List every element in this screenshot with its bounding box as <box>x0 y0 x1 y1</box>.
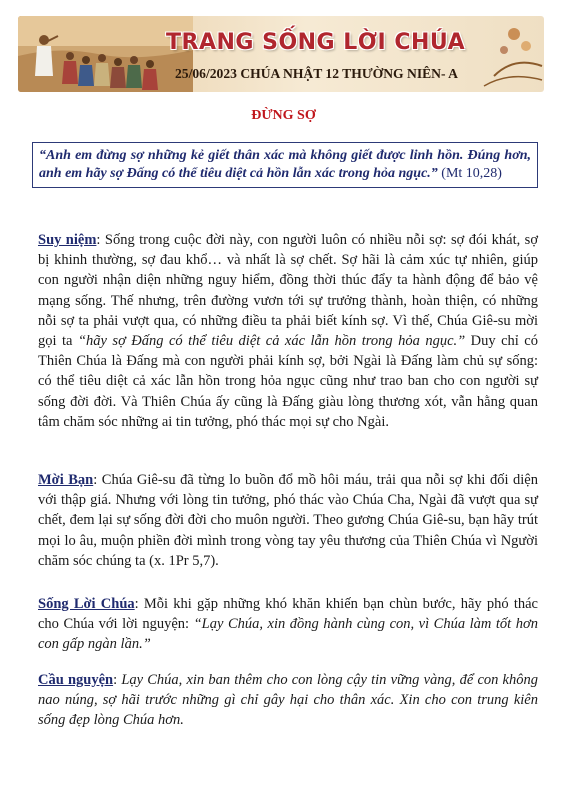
date-line: 25/06/2023 CHÚA NHẬT 12 THƯỜNG NIÊN- A <box>175 66 458 81</box>
moi-ban-text: : Chúa Giê-su đã từng lo buồn đổ mồ hôi máu, trải qua nỗi sợ khi đối diện với thập giá. Nhưng với lòng tin tưởng, phó thác vào Chúa Cha, Ngài đã vượt qua sự chết, đem lại sự sống đời đời cho muôn người. Theo gương Chúa Giê-su, bạn hãy trút mọi lo âu, muộn phiền đời mình trong vòng tay yêu thương của Thiên Chúa vì Người chăm sóc chúng ta (x. 1Pr 5,7). <box>38 472 538 569</box>
section-cau-nguyen <box>38 670 538 731</box>
quote-text: “Anh em đừng sợ những kẻ giết thân xác mà không giết được linh hồn. Đúng hơn, anh em hãy sợ Đấng có thể tiêu diệt cả hồn lẫn xác trong hỏa ngục.” <box>39 148 531 181</box>
song-loi-chua-prayer: “Lạy Chúa, xin đồng hành cùng con, vì Chúa làm tốt hơn con gấp ngàn lần.” <box>38 616 538 653</box>
suy-niem-text-1: : Sống trong cuộc đời này, con người luôn có nhiều nỗi sợ: sợ đói khát, sợ bị khinh thường, sợ đau khổ… và nhất là sợ chết. Sợ hãi là cảm xúc tự nhiên, giúp con người nhận diện những nguy hiểm, đồng thời thúc đẩy ta hành động để bảo vệ mạng sống. Thế nhưng, trên đường vươn tới sự trưởng thành, hoàn thiện, có những nỗi sợ ta phải vượt qua, có những điều ta phải biết kính sợ. Vì thế, Chúa Giê-su mời gọi ta <box>38 232 538 350</box>
header-banner <box>18 16 544 92</box>
section-label-song-loi-chua: Sống Lời Chúa <box>38 596 135 612</box>
section-label-suy-niem: Suy niệm <box>38 232 97 248</box>
floral-ornament-icon <box>474 16 544 92</box>
cau-nguyen-separator: : <box>113 672 122 688</box>
section-label-cau-nguyen: Cầu nguyện <box>38 672 114 688</box>
section-song-loi-chua <box>38 594 538 655</box>
section-moi-ban <box>38 470 538 571</box>
banner-title: TRANG SỐNG LỜI CHÚA <box>166 30 466 55</box>
page-title: ĐỪNG SỢ <box>251 108 316 123</box>
section-suy-niem <box>38 230 538 432</box>
suy-niem-italic-quote: “hãy sợ Đấng có thể tiêu diệt cả xác lẫn hồn trong hỏa ngục.” <box>77 333 466 350</box>
cau-nguyen-prayer: Lạy Chúa, xin ban thêm cho con lòng cậy tin vững vàng, để con không nao núng, sợ hãi trước những gì chỉ gây hại cho thân xác. Xin cho con trung kiên sống đẹp lòng Chúa hơn. <box>38 672 538 729</box>
scripture-quote-box <box>32 142 538 188</box>
suy-niem-text-2: Duy chỉ có Thiên Chúa là Đấng mà con người phải kính sợ, bởi Ngài là Đấng làm chủ sự sống: có thể tiêu diệt cả xác lẫn hồn trong hỏa ngục cũng như trao ban cho con người sự sống đời đời. Và Thiên Chúa ấy cũng là Đấng giàu lòng thương xót, vẫn hằng quan tâm chăm sóc những ai tin tưởng, phó thác mọi sự cho Ngài. <box>38 333 538 430</box>
quote-reference: (Mt 10,28) <box>437 165 502 181</box>
section-label-moi-ban: Mời Bạn <box>38 472 94 488</box>
song-loi-chua-text: : Mỗi khi gặp những khó khăn khiến bạn chùn bước, hãy phó thác cho Chúa với lời nguyện: <box>38 596 538 633</box>
